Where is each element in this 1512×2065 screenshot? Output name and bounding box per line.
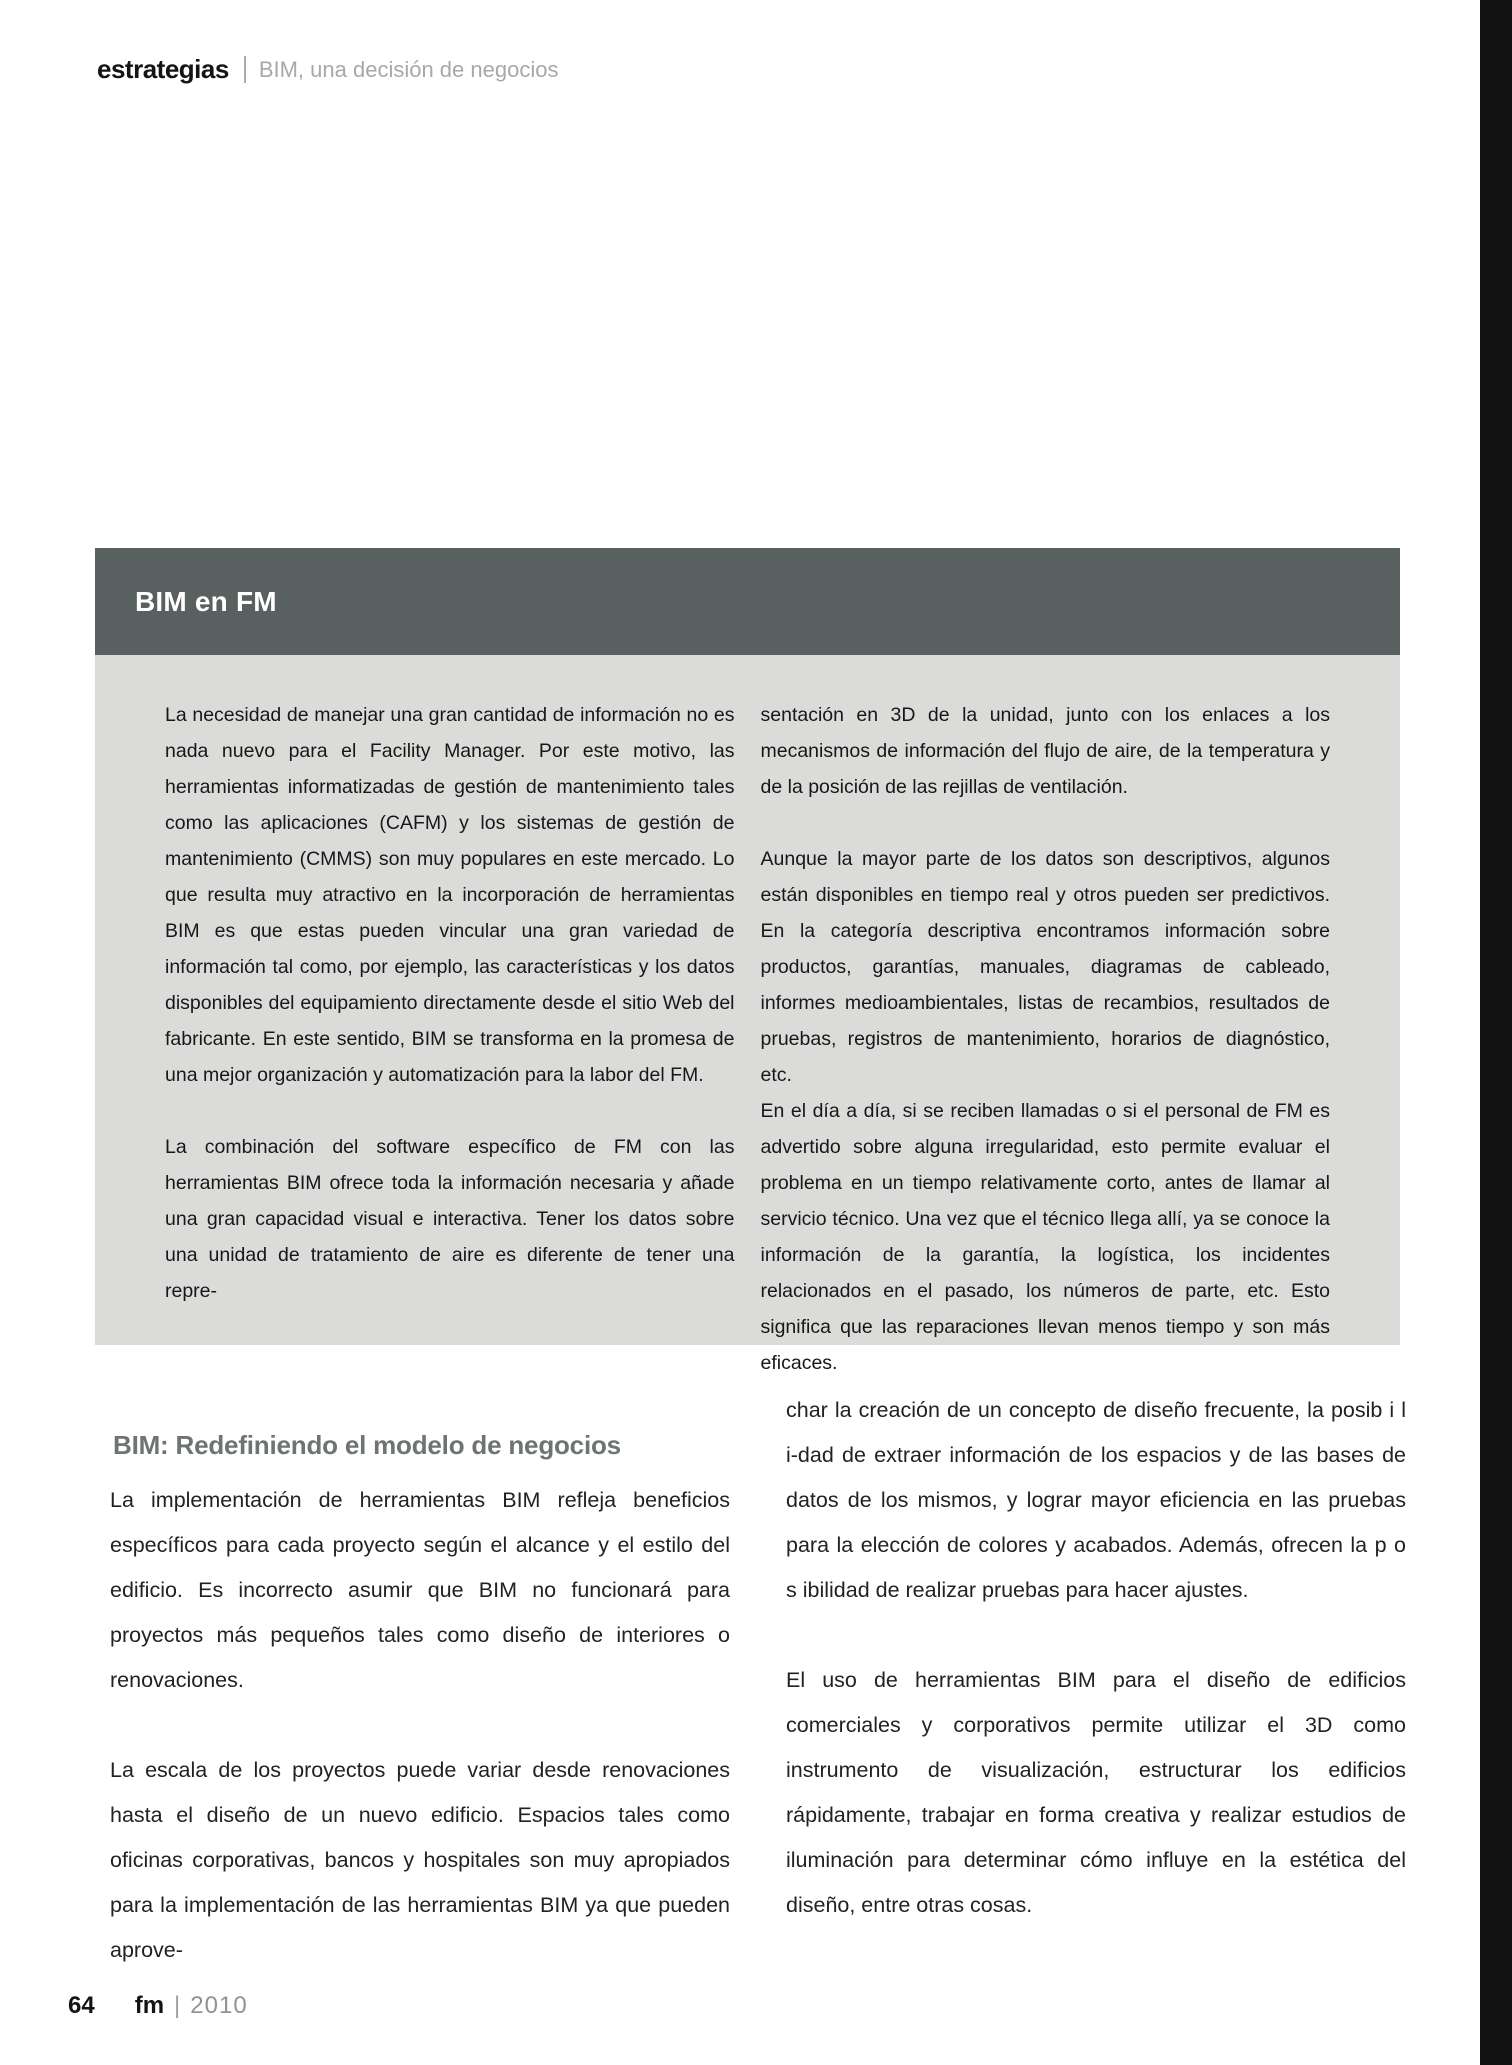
callout-left-paragraph-2: La combinación del software específico de FM con las herramientas BIM ofrece toda la información necesaria y añade una gran capacidad visual e interactiva. Tener los datos sobre una unidad de tratamiento de aire es diferente de tener una repre- — [165, 1136, 735, 1302]
article-right-paragraph-1: char la creación de un concepto de diseño frecuente, la posib i l i-dad de extraer información de los espacios y de las bases de datos de los mismos, y lograr mayor eficiencia en las pruebas para la elección de colores y acabados. Además, ofrecen la p o s ibilidad de realizar pruebas para hacer ajustes. — [786, 1398, 1406, 1602]
page-footer — [68, 1992, 248, 2020]
page-header — [97, 54, 558, 85]
article-right-paragraph-2: El uso de herramientas BIM para el diseño de edificios comerciales y corporativos permite utilizar el 3D como instrumento de visualización, estructurar los edificios rápidamente, trabajar en forma creativa y realizar estudios de iluminación para determinar cómo influye en la estética del diseño, entre otras cosas. — [786, 1668, 1406, 1917]
callout-right-paragraph-3: En el día a día, si se reciben llamadas o si el personal de FM es advertido sobre alguna irregularidad, esto permite evaluar el problema en un tiempo relativamente corto, antes de llamar al servicio técnico. Una vez que el técnico llega allí, ya se conoce la información de la garantía, la logística, los incidentes relacionados en el pasado, los números de parte, etc. Esto significa que las reparaciones llevan menos tiempo y son más eficaces. — [760, 1100, 1330, 1374]
callout-box-header — [95, 548, 1400, 655]
article-left-paragraph-1: La implementación de herramientas BIM refleja beneficios específicos para cada proyecto según el alcance y el estilo del edificio. Es incorrecto asumir que BIM no funcionará para proyectos más pequeños tales como diseño de interiores o renovaciones. — [110, 1488, 730, 1692]
right-edge-bar — [1480, 0, 1512, 2065]
callout-left-paragraph-1: La necesidad de manejar una gran cantidad de información no es nada nuevo para el Facility Manager. Por este motivo, las herramientas informatizadas de gestión de mantenimiento tales como las aplicaciones (CAFM) y los sistemas de gestión de mantenimiento (CMMS) son muy populares en este mercado. Lo que resulta muy atractivo en la incorporación de herramientas BIM es que estas pueden vincular una gran variedad de información tal como, por ejemplo, las características y los datos disponibles del equipamiento directamente desde el sitio Web del fabricante. En este sentido, BIM se transforma en la promesa de una mejor organización y automatización para la labor del FM. — [165, 704, 735, 1086]
header-section-label: estrategias — [97, 54, 229, 84]
section-heading: BIM: Redefiniendo el modelo de negocios — [113, 1429, 621, 1460]
callout-right-column — [760, 697, 1331, 1374]
footer-page-number: 64 — [68, 1992, 95, 2019]
callout-right-paragraph-2: Aunque la mayor parte de los datos son descriptivos, algunos están disponibles en tiempo real y otros pueden ser predictivos. En la categoría descriptiva encontramos información sobre productos, garantías, manuales, diagramas de cableado, informes medioambientales, listas de recambios, resultados de pruebas, registros de mantenimiento, horarios de diagnóstico, etc. — [760, 848, 1330, 1086]
callout-box-body — [95, 655, 1400, 1374]
article-right-column — [786, 1388, 1406, 1928]
callout-box-title: BIM en FM — [135, 585, 277, 617]
callout-box — [95, 548, 1400, 1374]
footer-separator: | — [174, 1992, 181, 2019]
article-left-column — [110, 1478, 730, 1973]
footer-magazine-name: fm — [134, 1992, 165, 2019]
callout-right-paragraph-1: sentación en 3D de la unidad, junto con los enlaces a los mecanismos de información del flujo de aire, de la temperatura y de la posición de las rejillas de ventilación. — [760, 704, 1330, 798]
header-divider — [244, 56, 246, 83]
footer-year: 2010 — [190, 1992, 248, 2019]
callout-left-column — [165, 697, 735, 1302]
article-left-paragraph-2: La escala de los proyectos puede variar desde renovaciones hasta el diseño de un nuevo edificio. Espacios tales como oficinas corporativas, bancos y hospitales son muy apropiados para la implementación de las herramientas BIM ya que pueden aprove- — [110, 1758, 730, 1962]
header-article-title: BIM, una decisión de negocios — [258, 56, 559, 82]
